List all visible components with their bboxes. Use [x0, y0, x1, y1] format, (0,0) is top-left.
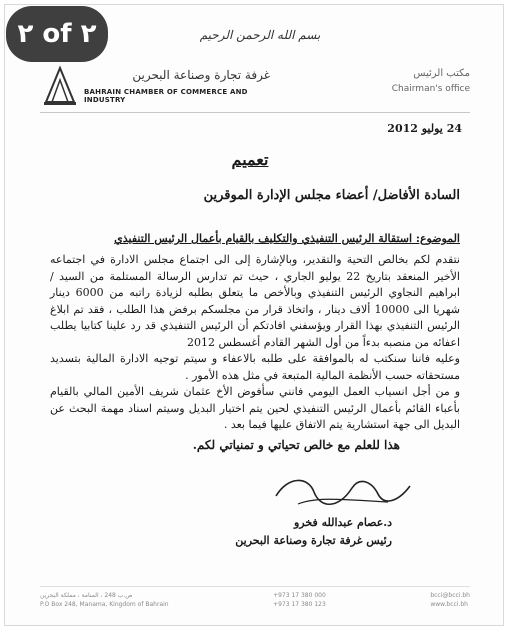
letter-date: 24 يوليو 2012 [387, 122, 462, 135]
signer-name: د.عصام عبدالله فخرو [294, 516, 392, 529]
office-label-arabic: مكتب الرئيس [413, 68, 470, 79]
subject-line: الموضوع: استقالة الرئيس التنفيذي والتكليف بالقيام بأعمال الرئيس التنفيذي [114, 232, 460, 245]
footer-divider [40, 586, 470, 587]
signer-title: رئيس غرفة تجارة وصناعة البحرين [235, 534, 392, 547]
footer-fax: +973 17 380 123 [273, 601, 326, 608]
footer-address-english: P.O Box 248, Manama, Kingdom of Bahrain [40, 601, 169, 608]
footer-contact [273, 592, 326, 608]
office-label-english: Chairman's office [391, 84, 470, 94]
addressee-line: السادة الأفاضل/ أعضاء مجلس الإدارة الموقرين [203, 188, 460, 203]
footer-email: bcci@bcci.bh [430, 592, 470, 599]
footer-online [430, 592, 470, 608]
chamber-name-english: BAHRAIN CHAMBER OF COMMERCE AND INDUSTRY [84, 88, 248, 104]
footer-website: www.bcci.bh [430, 601, 468, 608]
basmala: بسم الله الرحمن الرحيم [199, 28, 321, 42]
handwritten-signature [268, 466, 418, 516]
body-paragraph: و من أجل انسياب العمل اليومي فانني سأفوض الأخ عثمان شريف الأمين المالي بالقيام بأعباء القائم بأعمال الرئيس التنفيذي لحين يتم اختيار البديل وسيتم اسناد مهمة البحث عن البديل الى جهة استشارية يتم الاتفاق عليها فيما بعد . [50, 385, 461, 431]
memo-title: تعميم [231, 150, 269, 169]
body-paragraph: نتقدم لكم بخالص التحية والتقدير، وبالإشارة إلى الى اجتماع مجلس الادارة في اجتماعه الأخير المنعقد بتاريخ 22 يوليو الجاري ، حيث تم تدارس الرسالة المستلمة من السيد / ابراهيم النجاوي الرئيس التنفيذي وبالأخص ما يتعلق بطلبه لزيادة راتبه من 6000 دينار شهريا الى 10000 ألاف دينار ، واتخاذ قرار من مجلسكم برفض هذا الطلب ، فقد تم ابلاغ الرئيس التنفيذي بهذا القرار ويؤسفني افادتكم أن الرئيس التنفيذي قد رد علينا كتابيا يطلب اعفائه من منصبه بدءاً من أول الشهر القادم أغسطس 2012 [50, 253, 460, 349]
footer-address [40, 592, 169, 608]
page-indicator-badge: ٢ of ٢ [6, 6, 108, 62]
letterhead-footer [40, 592, 470, 608]
body-paragraph: وعليه فاننا سنكتب له بالموافقة على طلبه بالاعفاء و سيتم توجيه الادارة المالية بتسديد مستحقاته حسب الأنظمة المالية المتبعة في مثل هذه الأمور . [50, 352, 460, 382]
letter-body [50, 252, 460, 434]
chamber-name-arabic: غرفة تجارة وصناعة البحرين [132, 68, 270, 82]
chamber-logo [40, 62, 270, 110]
closing-line: هذا للعلم مع خالص تحياتي و تمنياتي لكم. [192, 438, 400, 452]
header-divider [40, 112, 470, 113]
footer-phone: +973 17 380 000 [273, 592, 326, 599]
chamber-emblem-icon [40, 62, 80, 108]
footer-address-arabic: ص.ب 248 ، المنامة ، مملكة البحرين [40, 592, 133, 599]
